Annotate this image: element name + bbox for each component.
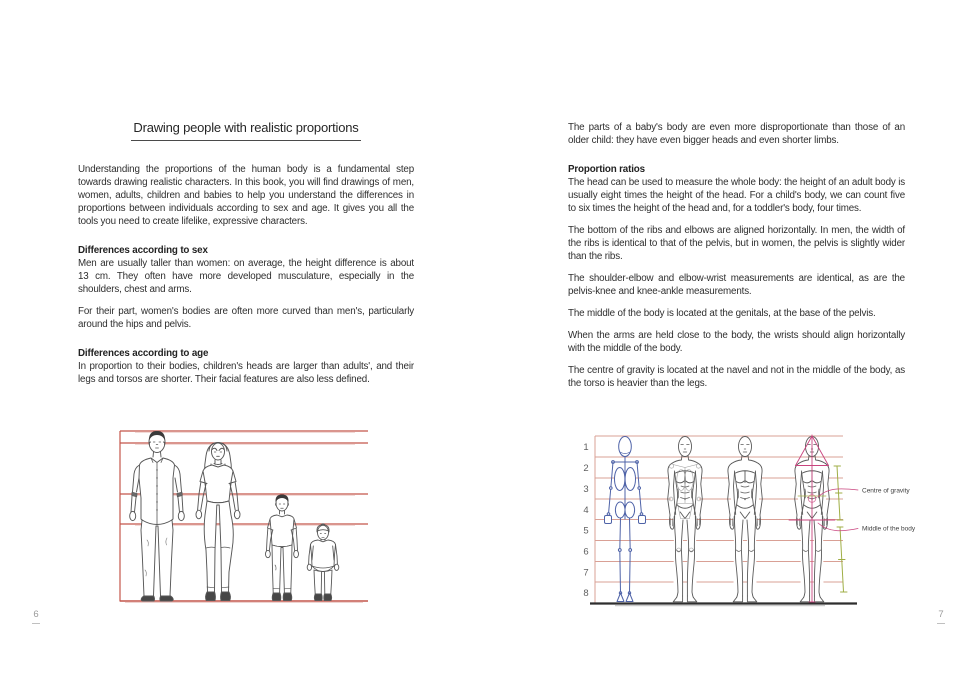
scale-number: 3 xyxy=(583,484,589,495)
paragraph: The shoulder-elbow and elbow-wrist measurements are identical, as are the pelvis-knee and knee-ankle measurements. xyxy=(568,273,905,297)
scale-number: 8 xyxy=(583,588,589,599)
title-wrap xyxy=(78,119,414,141)
scale-number: 5 xyxy=(583,525,589,537)
proportion-overlay xyxy=(789,435,835,602)
child-figure xyxy=(266,495,299,601)
page-number-dash xyxy=(32,623,40,624)
scale-number: 7 xyxy=(583,567,589,579)
paragraph: For their part, women's bodies are often more curved than men's, particularly around the hips and pelvis. xyxy=(78,306,414,330)
scale-number: 6 xyxy=(583,546,589,558)
ground-line xyxy=(590,604,857,606)
scale-number: 4 xyxy=(583,504,589,516)
mannequin-figure xyxy=(605,437,646,602)
measure-ruler xyxy=(834,466,847,592)
page-number-left: 6 xyxy=(29,609,43,624)
page-number-dash xyxy=(937,623,945,624)
paragraph: In proportion to their bodies, children's heads are larger than adults', and their legs and torsos are shorter. Their facial features are also less defined. xyxy=(78,361,414,385)
woman-figure xyxy=(196,443,240,601)
intro-paragraph: Understanding the proportions of the human body is a fundamental step towards drawing realistic characters. In this book, you will find drawings of men, women, adults, children and babies to help you understand the differences in proportions between individuals according to sex and age. It gives you all the tools you need to create lifelike, expressive characters. xyxy=(78,164,414,227)
page-number-right: 7 xyxy=(934,609,948,624)
toddler-figure xyxy=(307,524,339,601)
paragraph: The centre of gravity is located at the navel and not in the middle of the body, as the torso is heavier than the legs. xyxy=(568,365,905,389)
heading-proportion-ratios: Proportion ratios xyxy=(568,164,645,175)
page-title: Drawing people with realistic proportions xyxy=(131,120,360,141)
scale-number: 2 xyxy=(583,463,589,474)
man-figure xyxy=(130,431,185,601)
centre-of-gravity-label: Centre of gravity xyxy=(862,487,910,495)
middle-of-body-label: Middle of the body xyxy=(862,525,916,533)
scale-number: 1 xyxy=(583,442,589,453)
proportion-scale-figure xyxy=(575,426,930,612)
family-height-figure xyxy=(95,420,400,610)
lead-paragraph: The parts of a baby's body are even more disproportionate than those of an older child: they have even bigger heads and even shorter limbs. xyxy=(568,122,905,146)
left-text-column xyxy=(78,163,414,395)
paragraph: When the arms are held close to the body, the wrists should align horizontally with the middle of the body. xyxy=(568,330,905,354)
heading-differences-sex: Differences according to sex xyxy=(78,245,208,256)
paragraph: The head can be used to measure the whole body: the height of an adult body is usually eight times the height of the head. For a child's body, we can count five to six times the height of the head and, for a toddler's body, four times. xyxy=(568,177,905,214)
scale-numbers xyxy=(583,442,588,599)
paragraph: Men are usually taller than women: on average, the height difference is about 13 cm. They often have more developed musculature, especially in the shoulders, chest and arms. xyxy=(78,258,414,295)
paragraph: The bottom of the ribs and elbows are aligned horizontally. In men, the width of the ribs is identical to that of the pelvis, but in women, the pelvis is slightly wider than the ribs. xyxy=(568,225,905,262)
heading-differences-age: Differences according to age xyxy=(78,348,209,359)
right-text-column xyxy=(568,121,905,399)
paragraph: The middle of the body is located at the genitals, at the base of the pelvis. xyxy=(568,308,876,319)
